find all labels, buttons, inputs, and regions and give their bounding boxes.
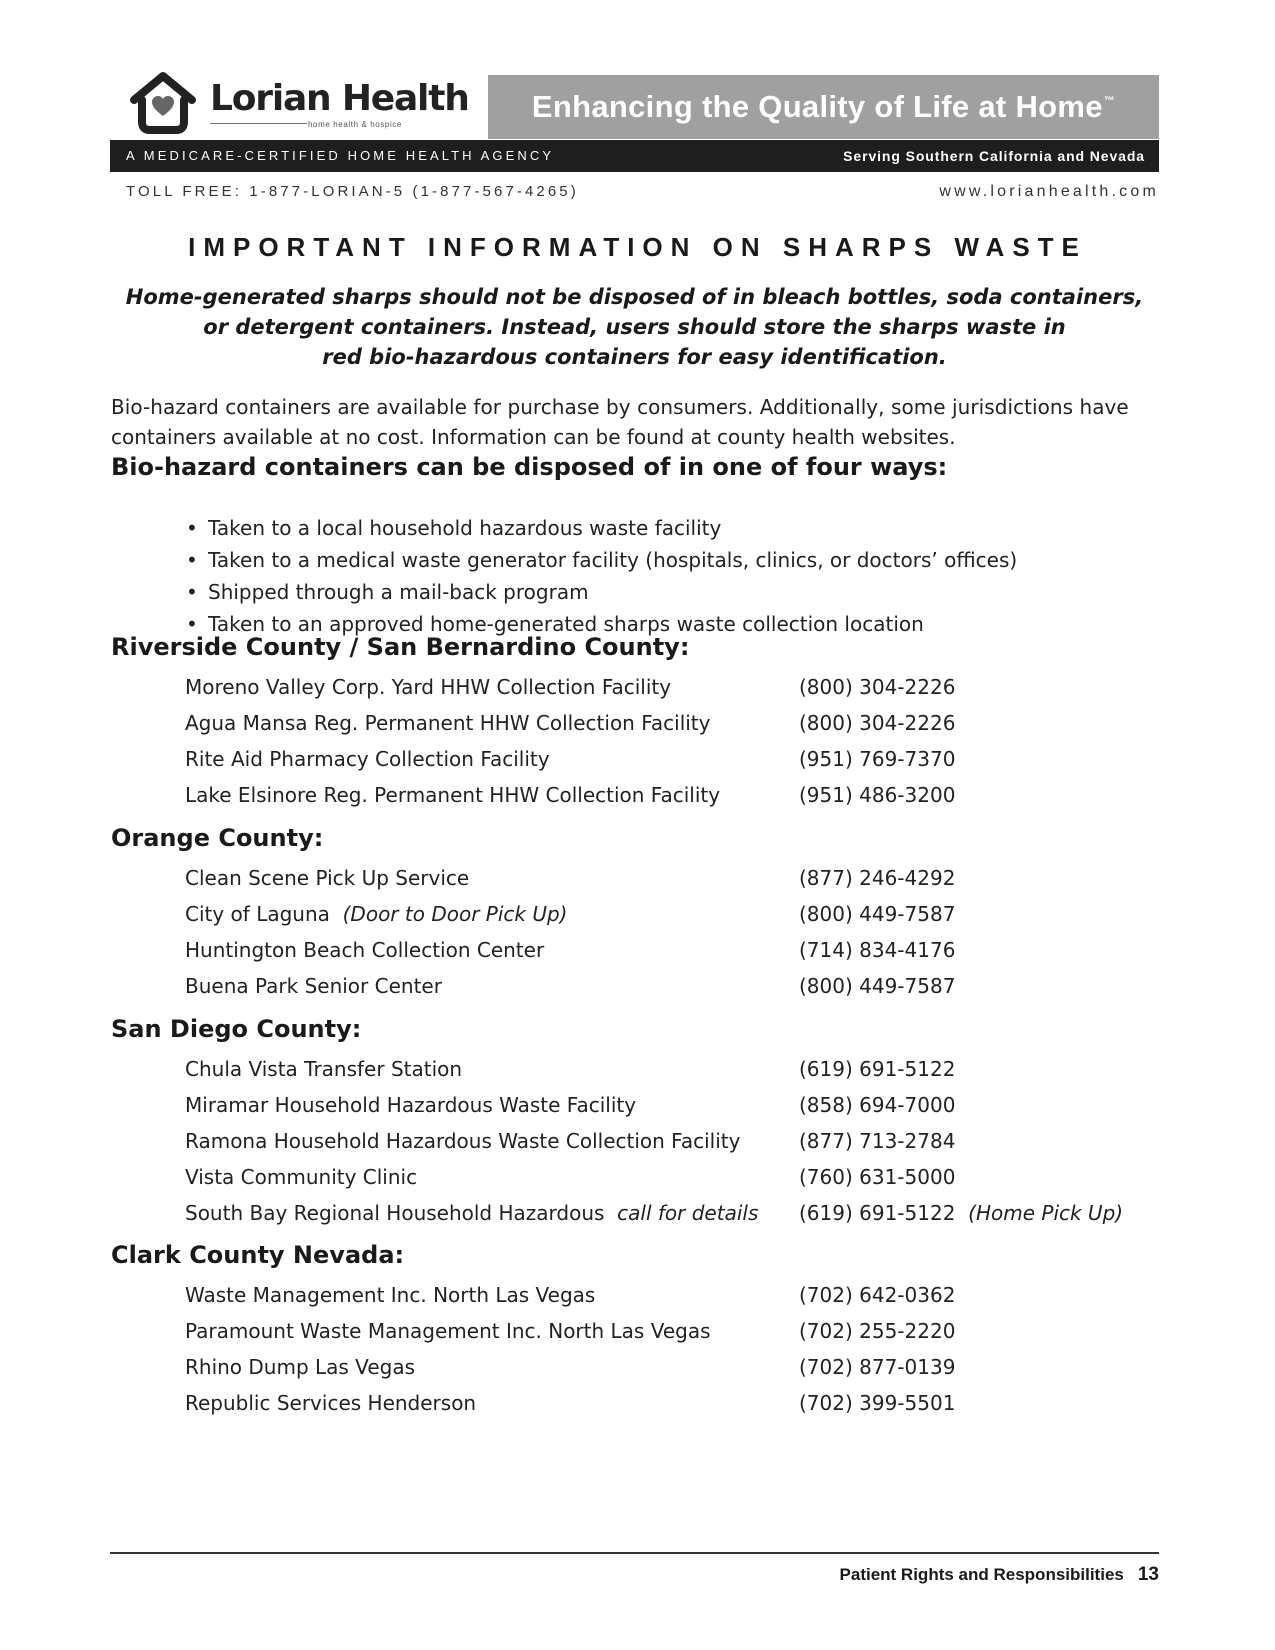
toll-free-number: TOLL FREE: 1-877-LORIAN-5 (1-877-567-4265) [126,183,579,200]
facility-name-text: Vista Community Clinic [185,1165,418,1189]
agency-band [110,140,1159,172]
disposal-list [186,512,1017,640]
facility-row [185,669,1175,705]
facility-note: (Door to Door Pick Up) [342,902,568,926]
county-list [185,669,1175,813]
facility-row [185,896,1175,932]
facility-name [185,1195,758,1231]
facility-name-text: City of Laguna [185,902,330,926]
house-heart-icon [128,70,198,136]
facility-name-text: Rite Aid Pharmacy Collection Facility [185,747,550,771]
facility-name-text: Clean Scene Pick Up Service [185,866,470,890]
facility-phone: (877) 713-2784 [799,1129,956,1153]
facility-phone: (760) 631-5000 [799,1165,956,1189]
facility-name [185,1123,740,1159]
facility-phone: (800) 449-7587 [799,974,956,998]
facility-row [185,1385,1175,1421]
facility-name [185,669,671,705]
service-area: Serving Southern California and Nevada [843,148,1145,164]
facility-phone: (702) 642-0362 [799,1283,956,1307]
facility-phone: (800) 449-7587 [799,902,956,926]
facility-row [185,1313,1175,1349]
facility-phone: (714) 834-4176 [799,938,956,962]
county-list [185,1051,1175,1231]
trademark-mark: ™ [1103,95,1116,107]
website-link[interactable]: www.lorianhealth.com [939,183,1159,200]
facility-phone: (800) 304-2226 [799,675,956,699]
facility-row [185,1087,1175,1123]
facility-phone: (619) 691-5122 [799,1057,956,1081]
list-item-text: Taken to a local household hazardous waste facility [208,516,722,540]
notice-line: or detergent containers. Instead, users should store the sharps waste in [203,315,1066,339]
facility-name-text: Miramar Household Hazardous Waste Facility [185,1093,637,1117]
facility-phone: (800) 304-2226 [799,711,956,735]
facility-name-text: Buena Park Senior Center [185,974,442,998]
page-title: IMPORTANT INFORMATION ON SHARPS WASTE [188,232,1087,262]
facility-name [185,1349,415,1385]
facility-name-text: Chula Vista Transfer Station [185,1057,463,1081]
facility-name [185,1313,711,1349]
facility-name [185,860,469,896]
facility-note: call for details [617,1201,759,1225]
facility-name-text: Huntington Beach Collection Center [185,938,545,962]
list-item [186,576,1017,608]
facility-row [185,777,1175,813]
tagline [532,89,1115,125]
facility-name [185,1385,476,1421]
disposal-heading: Bio-hazard containers can be disposed of in one of four ways: [111,453,948,481]
facility-phone [799,1195,1123,1231]
brand-name: Lorian Health [210,78,469,119]
facility-name [185,932,544,968]
logo-rule [210,123,307,124]
county-list [185,1277,1175,1421]
county-list [185,860,1175,1004]
facility-name-text: Agua Mansa Reg. Permanent HHW Collection Facility [185,711,711,735]
bullet-marker: • [186,548,198,572]
list-item-text: Taken to an approved home-generated sharps waste collection location [208,612,924,636]
page-footer [840,1564,1159,1586]
facility-name [185,1159,417,1195]
facility-row [185,741,1175,777]
intro-line: Bio-hazard containers are available for purchase by consumers. Additionally, some jurisdictions have [111,395,1129,419]
facility-row [185,1195,1175,1231]
facility-name [185,705,710,741]
facility-phone: (877) 246-4292 [799,866,956,890]
bullet-marker: • [186,580,198,604]
facility-name-text: Lake Elsinore Reg. Permanent HHW Collection Facility [185,783,721,807]
list-item-text: Shipped through a mail-back program [208,580,589,604]
facility-name [185,741,550,777]
facility-row [185,1277,1175,1313]
footer-section: Patient Rights and Responsibilities [839,1565,1124,1584]
notice-line: Home-generated sharps should not be disposed of in bleach bottles, soda containers, [125,285,1144,309]
facility-name-text: Rhino Dump Las Vegas [185,1355,415,1379]
facility-row [185,860,1175,896]
bullet-marker: • [186,516,198,540]
agency-label: A MEDICARE-CERTIFIED HOME HEALTH AGENCY [126,148,555,163]
bullet-marker: • [186,612,198,636]
facility-phone-text: (619) 691-5122 [799,1201,956,1225]
notice-line: red bio-hazardous containers for easy identification. [322,345,947,369]
list-item-text: Taken to a medical waste generator facility (hospitals, clinics, or doctors’ offices) [208,548,1018,572]
facility-name-text: South Bay Regional Household Hazardous [185,1201,605,1225]
notice [110,282,1159,372]
facility-row [185,1051,1175,1087]
facility-row [185,1349,1175,1385]
county-heading: San Diego County: [111,1015,362,1043]
facility-name [185,896,567,932]
facility-name [185,968,442,1004]
facility-name-text: Paramount Waste Management Inc. North Las Vegas [185,1319,711,1343]
facility-name [185,777,720,813]
list-item [186,512,1017,544]
facility-row [185,968,1175,1004]
page-number: 13 [1137,1564,1159,1585]
facility-phone: (858) 694-7000 [799,1093,956,1117]
county-heading: Orange County: [111,824,324,852]
facility-name-text: Waste Management Inc. North Las Vegas [185,1283,596,1307]
brand-logo [128,70,468,138]
facility-phone: (951) 486-3200 [799,783,956,807]
intro-line: containers available at no cost. Information can be found at county health websites. [111,425,956,449]
facility-phone: (702) 877-0139 [799,1355,956,1379]
list-item [186,544,1017,576]
facility-phone: (951) 769-7370 [799,747,956,771]
county-heading: Riverside County / San Bernardino County: [111,633,690,661]
facility-name-text: Republic Services Henderson [185,1391,477,1415]
tagline-text: Enhancing the Quality of Life at Home [531,89,1103,124]
facility-name [185,1277,595,1313]
tagline-banner [488,75,1159,139]
footer-divider [110,1552,1159,1554]
county-heading: Clark County Nevada: [111,1241,405,1269]
facility-name-text: Ramona Household Hazardous Waste Collection Facility [185,1129,741,1153]
facility-name [185,1051,462,1087]
facility-phone: (702) 255-2220 [799,1319,956,1343]
facility-row [185,932,1175,968]
brand-tagline: home health & hospice [308,120,402,129]
facility-name-text: Moreno Valley Corp. Yard HHW Collection Facility [185,675,672,699]
phone-note: (Home Pick Up) [968,1201,1124,1225]
facility-row [185,1159,1175,1195]
facility-row [185,1123,1175,1159]
facility-row [185,705,1175,741]
facility-phone: (702) 399-5501 [799,1391,956,1415]
intro-paragraph [111,392,1161,452]
facility-name [185,1087,636,1123]
